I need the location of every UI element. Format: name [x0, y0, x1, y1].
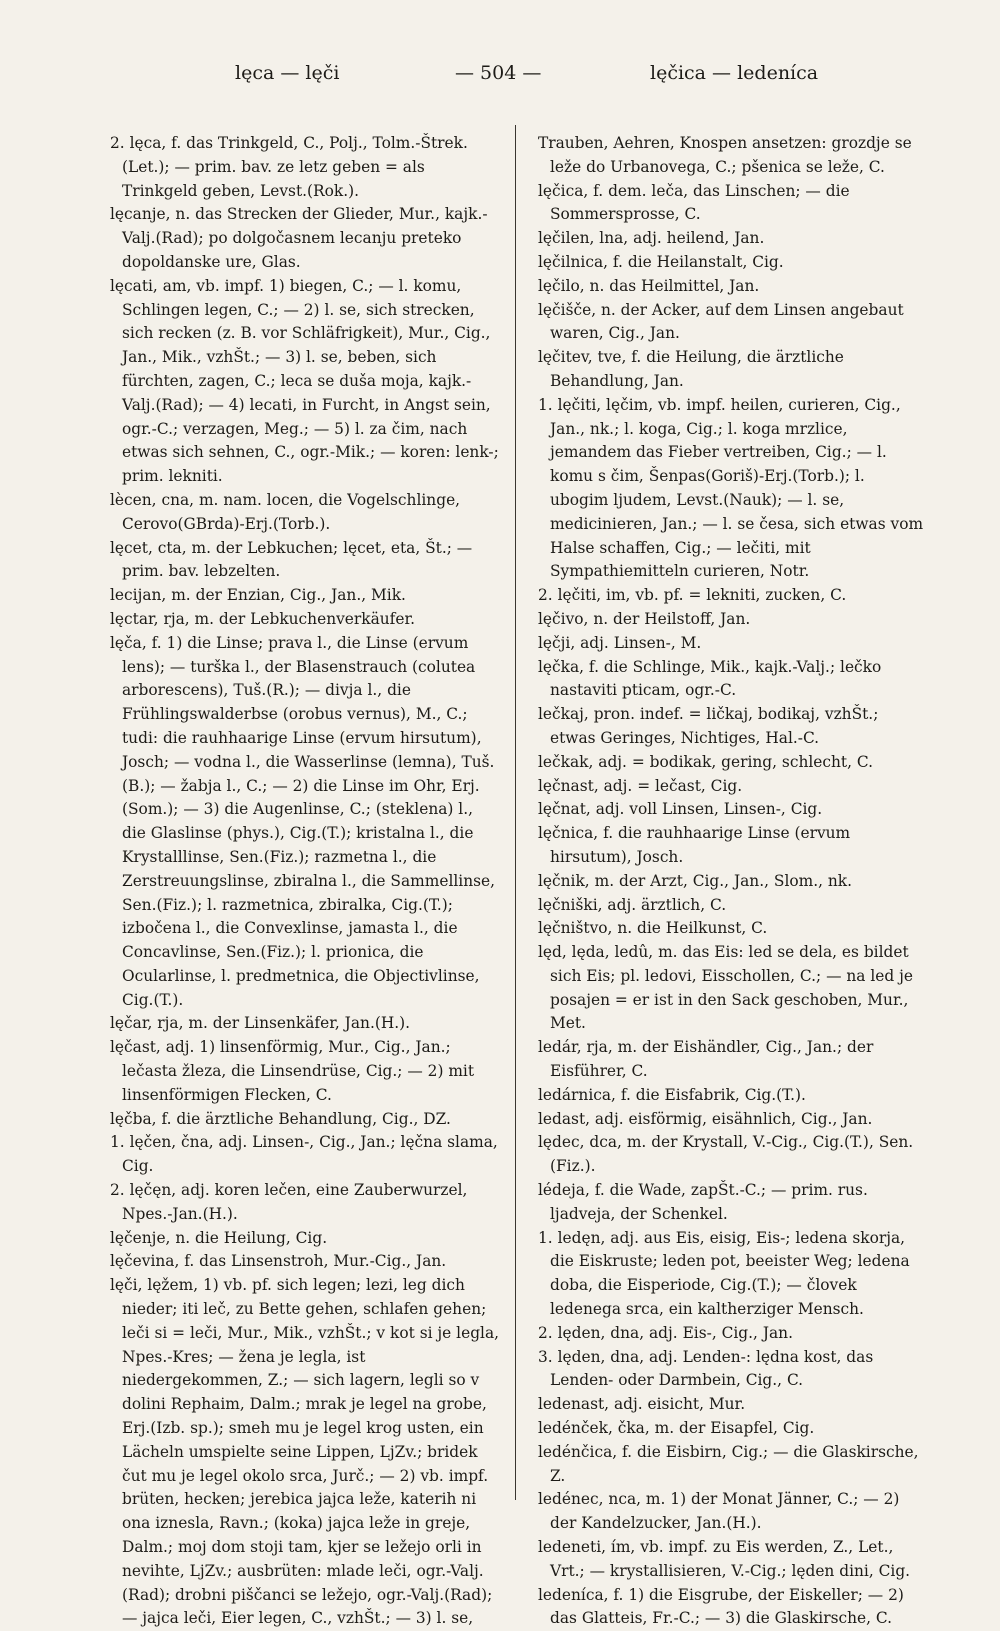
dictionary-entry: ledár, rja, m. der Eishändler, Cig., Jan.; der Eisführer, C.	[538, 1038, 874, 1081]
dictionary-entry: lęčilen, lna, adj. heilend, Jan.	[538, 229, 765, 248]
dictionary-entry: ledárnica, f. die Eisfabrik, Cig.(T.).	[538, 1085, 806, 1104]
dictionary-entry: lęcet, cta, m. der Lebkuchen; lęcet, eta, Št.; — prim. bav. lebzelten.	[110, 538, 473, 581]
dictionary-entry: lęčba, f. die ärztliche Behandlung, Cig., DZ.	[110, 1109, 451, 1128]
page-number: — 504 —	[455, 62, 542, 84]
dictionary-entry: lęčilo, n. das Heilmittel, Jan.	[538, 276, 760, 295]
dictionary-entry: Trauben, Aehren, Knospen ansetzen: grozdje se leže do Urbanovega, C.; pšenica se leže, C.	[538, 134, 912, 176]
dictionary-entry: lècen, cna, m. nam. locen, die Vogelschlinge, Cerovo(GBrda)-Erj.(Torb.).	[110, 490, 461, 533]
dictionary-entry: lęčniški, adj. ärztlich, C.	[538, 895, 727, 914]
dictionary-entry: lęčenje, n. die Heilung, Cig.	[110, 1228, 328, 1247]
left-column	[110, 132, 500, 1631]
dictionary-entry: lęčnica, f. die rauhhaarige Linse (ervum hirsutum), Josch.	[538, 824, 851, 866]
dictionary-entry: lęcanje, n. das Strecken der Glieder, Mur., kajk.-Valj.(Rad); po dolgočasnem lecanju preteko dopoldanske ure, Glas.	[110, 205, 488, 271]
dictionary-entry: lečkaj, pron. indef. = ličkaj, bodikaj, vzhŠt.; etwas Geringes, Nichtiges, Hal.-C.	[538, 705, 879, 747]
dictionary-entry: lęča, f. 1) die Linse; prava l., die Linse (ervum lens); — turška l., der Blasenstrauch (colutea arborescens), Tuš.(R.); — divja l., die Frühlingswalderbse (orobus vernus), M., C.; tudi: die rauhhaarige Linse (ervum hirsutum), Josch; — vodna l., die Wasserlinse (lemna), Tuš.(B.); — žabja l., C.; — 2) die Linse im Ohr, Erj.(Som.); — 3) die Augenlinse, C.; (steklena) l., die Glaslinse (phys.), Cig.(T.); kristalna l., die Krystalllinse, Sen.(Fiz.); razmetna l., die Zerstreuungslinse, zbiralna l., die Sammellinse, Sen.(Fiz.); l. razmetnica, zbiralka, Cig.(T.); izbočena l., die Convexlinse, jamasta l., die Concavlinse, Sen.(Fiz.); l. prionica, die Ocularlinse, l. predmetnica, die Objectivlinse, Cig.(T.).	[110, 633, 496, 1009]
dictionary-entry: 2. lęden, dna, adj. Eis-, Cig., Jan.	[538, 1323, 793, 1342]
dictionary-entry: lecijan, m. der Enzian, Cig., Jan., Mik.	[110, 586, 406, 605]
dictionary-entry: 2. lęčęn, adj. koren lečen, eine Zauberwurzel, Npes.-Jan.(H.).	[110, 1181, 468, 1223]
dictionary-entry: lęčar, rja, m. der Linsenkäfer, Jan.(H.).	[110, 1014, 411, 1033]
dictionary-entry: lédeja, f. die Wade, zapŠt.-C.; — prim. rus. ljadveja, der Schenkel.	[538, 1181, 868, 1223]
dictionary-entry: lęčevina, f. das Linsenstroh, Mur.-Cig., Jan.	[110, 1252, 447, 1271]
dictionary-entry: lęčnik, m. der Arzt, Cig., Jan., Slom., nk.	[538, 871, 853, 890]
dictionary-entry: lęd, lęda, ledû, m. das Eis: led se dela, es bildet sich Eis; pl. ledovi, Eisschollen, C.; — na led je posajen = er ist in den Sack geschoben, Mur., Met.	[538, 943, 914, 1033]
dictionary-entry: lęctar, rja, m. der Lebkuchenverkäufer.	[110, 609, 416, 628]
dictionary-entry: lęčitev, tve, f. die Heilung, die ärztliche Behandlung, Jan.	[538, 348, 844, 390]
header-right-guideword: lęčica — ledeníca	[650, 62, 819, 84]
running-header	[110, 62, 910, 92]
dictionary-entry: ledast, adj. eisförmig, eisähnlich, Cig., Jan.	[538, 1109, 873, 1128]
dictionary-entry: lędec, dca, m. der Krystall, V.-Cig., Cig.(T.), Sen.(Fiz.).	[538, 1133, 914, 1176]
dictionary-entry: lęčnast, adj. = lečast, Cig.	[538, 776, 743, 795]
dictionary-entry: lęčast, adj. 1) linsenförmig, Mur., Cig., Jan.; lečasta žleza, die Linsendrüse, Cig.; — 2) mit linsenförmigen Flecken, C.	[110, 1038, 475, 1104]
dictionary-entry: lęčica, f. dem. leča, das Linschen; — die Sommersprosse, C.	[538, 181, 850, 224]
dictionary-entry: ledeníca, f. 1) die Eisgrube, der Eiskeller; — 2) das Glatteis, Fr.-C.; — 3) die Glaskirsche, C.	[538, 1585, 904, 1628]
dictionary-entry: lęčji, adj. Linsen-, M.	[538, 633, 702, 652]
dictionary-entry: lęcati, am, vb. impf. 1) biegen, C.; — l. komu, Schlingen legen, C.; — 2) l. se, sich strecken, sich recken (z. B. vor Schläfrigkeit), Mur., Cig., Jan., Mik., vzhŠt.; — 3) l. se, beben, sich fürchten, zagen, C.; leca se duša moja, kajk.-Valj.(Rad); — 4) lecati, in Furcht, in Angst sein, ogr.-C.; verzagen, Meg.; — 5) l. za čim, nach etwas sich sehnen, C., ogr.-Mik.; — koren: lenk-; prim. lekniti.	[110, 276, 499, 486]
dictionary-entry: lęčilnica, f. die Heilanstalt, Cig.	[538, 252, 784, 271]
dictionary-entry: lęčišče, n. der Acker, auf dem Linsen angebaut waren, Cig., Jan.	[538, 300, 904, 343]
dictionary-entry: lečkak, adj. = bodikak, gering, schlecht, C.	[538, 752, 874, 771]
column-divider	[515, 125, 516, 1500]
header-left-guideword: lęca — lęči	[235, 62, 340, 84]
dictionary-entry: lęči, lęžem, 1) vb. pf. sich legen; lezi, leg dich nieder; iti leč, zu Bette gehen, schlafen gehen; leči si = leči, Mur., Mik., vzhŠt.; v kot si je legla, Npes.-Kres; — žena je legla, ist niedergekommen, Z.; — sich lagern, legli so v dolini Rephaim, Dalm.; mrak je legel na grobe, Erj.(Izb. sp.); smeh mu je legel krog usten, ein Lächeln umspielte seine Lippen, LjZv.; bridek čut mu je legel okolo srca, Jurč.; — 2) vb. impf. brüten, hecken; jerebica jajca leže, katerih ni ona iznesla, Ravn.; (koka) jajca leže in greje, Dalm.; moj dom stoji tam, kjer se ležejo orli in nevihte, LjZv.; ausbrüten: mlade leči, ogr.-Valj.(Rad); drobni piščanci se ležejo, ogr.-Valj.(Rad); — jajca leči, Eier legen, C., vzhŠt.; — 3) l. se,	[110, 1276, 500, 1628]
dictionary-entry: lęčka, f. die Schlinge, Mik., kajk.-Valj.; lečko nastaviti pticam, ogr.-C.	[538, 657, 882, 700]
dictionary-entry: lęčništvo, n. die Heilkunst, C.	[538, 919, 768, 938]
dictionary-entry: ledénčica, f. die Eisbirn, Cig.; — die Glaskirsche, Z.	[538, 1442, 919, 1485]
dictionary-entry: 1. lęčiti, lęčim, vb. impf. heilen, curieren, Cig., Jan., nk.; l. koga, Cig.; l. koga mrzlice, jemandem das Fieber vertreiben, Cig.; — l. komu s čim, Šenpas(Goriš)-Erj.(Torb.); l. ubogim ljudem, Levst.(Nauk); — l. se, medicinieren, Jan.; — l. se česa, sich etwas vom Halse schaffen, Cig.; — lečiti, mit Sympathiemitteln curieren, Notr.	[538, 395, 924, 581]
dictionary-entry: ledenast, adj. eisicht, Mur.	[538, 1395, 746, 1414]
dictionary-entry: 1. lęčen, čna, adj. Linsen-, Cig., Jan.; lęčna slama, Cig.	[110, 1133, 498, 1176]
dictionary-entry: 2. lęčiti, im, vb. pf. = lekniti, zucken, C.	[538, 586, 847, 605]
dictionary-entry: 1. ledęn, adj. aus Eis, eisig, Eis-; ledena skorja, die Eiskruste; leden pot, beeister Weg; ledena doba, die Eisperiode, Cig.(T.); — človek ledenega srca, ein kaltherziger Mensch.	[538, 1228, 910, 1319]
dictionary-entry: ledénec, nca, m. 1) der Monat Jänner, C.; — 2) der Kandelzucker, Jan.(H.).	[538, 1490, 900, 1533]
dictionary-entry: 3. lęden, dna, adj. Lenden-: lędna kost, das Lenden- oder Darmbein, Cig., C.	[538, 1347, 874, 1390]
dictionary-entry: lęčnat, adj. voll Linsen, Linsen-, Cig.	[538, 800, 823, 819]
dictionary-entry: ledénček, čka, m. der Eisapfel, Cig.	[538, 1419, 815, 1438]
dictionary-entry: 2. lęca, f. das Trinkgeld, C., Polj., Tolm.-Štrek. (Let.); — prim. bav. ze letz geben = als Trinkgeld geben, Levst.(Rok.).	[110, 134, 468, 200]
dictionary-entry: lęčivo, n. der Heilstoff, Jan.	[538, 609, 751, 628]
dictionary-entry: ledeneti, ím, vb. impf. zu Eis werden, Z., Let., Vrt.; — krystallisieren, V.-Cig.; lęden dini, Cig.	[538, 1538, 911, 1580]
right-column	[538, 132, 924, 1631]
